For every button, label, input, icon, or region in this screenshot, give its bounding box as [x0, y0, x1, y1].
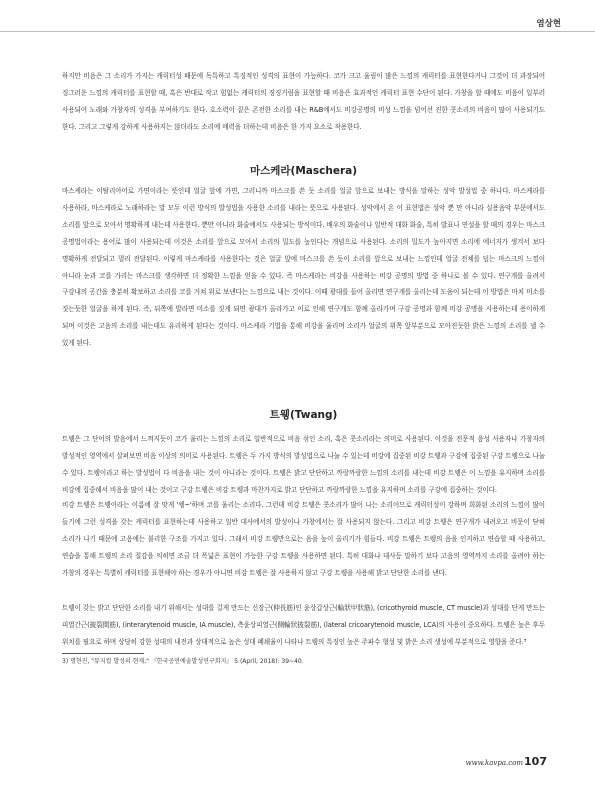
section-heading-maschera: 마스케라(Maschera): [249, 165, 358, 177]
paragraph-nasal-twang: 비강 트웽은 트웽이라는 이름에 잘 맞게 '웽~'하며 코를 울리는 소리다. 그런데 비강 트웽은 콧소리가 많이 나는 소리이므로 캐릭터성이 강하며 희화된 소리의 느낌이 많이 들기에 그런 성격을 갖는 캐릭터를 표현하는데 사용하고 일반 대사에서의 발성이나 가창에서는 잘 사용되지 않는다. 그리고 비강 트웽은 연구개가 내려오고 비문이 닫혀 소리가 나기 때문에 고음에는 불리한 구조를 가지고 있다. 그래서 비강 트웽만으로는 음을 높이 올리기가 힘들다. 비강 트웽은 트웽의 음을 인지하고 연습할 때 사용하고, 연습을 통해 트웽의 소리 질감을 익히면 조금 더 폭넓은 표현이 가능한 구강 트웽을 사용하면 된다. 특히 대화나 대사등 말하기 보다 고음의 영역까지 소리를 올려야 하는 가창의 경우는 특별히 캐릭터를 표현해야 하는 경우가 아니면 비강 트웽은 잘 사용하지 않고 구강 트웽을 사용해 밝고 단단한 소리를 낸다.: [62, 501, 545, 577]
footnote-divider: [62, 653, 144, 654]
header-divider: [0, 31, 595, 32]
paragraph-maschera: 마스케라는 이탈리아어로 가면이라는 뜻인데 얼굴 앞에 가면, 그러니까 마스크를 쓴 듯 소리를 얼굴 앞으로 보내는 방식을 말하는 성악 발성법 중 하나다. 마스케라를 사용하라, 마스케라로 노래하라는 말 모두 이런 방식의 발성법을 사용한 소리를 내라는 뜻으로 사용된다. 성악에서 온 이 표현법은 성악 뿐 만 아니라 실용음악 부문에서도 소리를 앞으로 모아서 명확하게 내는데 사용한다. 뿐만 아니라 화술에서도 사용되는 방식이다. 배우의 화술이나 일반적 대화 화술, 특히 발표나 연설을 할 때의 경우는 마스크 공명법이라는 용어로 많이 사용되는데 이것은 소리를 앞으로 모아서 소리의 밀도를 높인다는 개념으로 사용된다. 소리의 밀도가 높아지면 소리에 에너지가 생겨서 보다 명확하게 전달되고 멀리 전달된다. 이렇게 마스케라를 사용한다는 것은 얼굴 앞에 마스크를 쓴 듯이 소리를 앞으로 보내는 느낌인데 얼굴 전체를 덮는 마스크의 느낌이 아니라 눈과 코를 가리는 마스크를 생각하면 더 정확한 느낌을 얻을 수 있다. 즉 마스케라는 비강을 사용하는 비강 공명의 방법 중 하나로 볼 수 있다. 연구개를 올려서 구강내의 공간을 충분히 확보하고 소리를 코를 거쳐 위로 보낸다는 느낌으로 내는 것이다. 이때 광대를 들어 올리면 연구개를 올리는데 도움이 되는데 이 방법은 마치 미소를 짓는듯한 얼굴을 하게 된다. 즉, 뒤쪽에 발라면 미소를 짓게 되면 광대가 올라가고 이로 인해 연구개도 함께 올라가며 구강 공명과 함께 비강 공명을 사용하는데 용이하게 되며 이것은 고음의 소리를 내는데도 유리하게 된다는 것이다. 마스케라 기법을 통해 비강을 울리며 소리가 얼굴의 위쪽 앞부분으로 모아진듯한 밝은 느낌의 소리를 낼 수 있게 된다.: [62, 187, 545, 348]
footnote: 3) 명현진, "뮤지컬 발성의 현재," 『한국공연예술발성연구회지』 5 (April, 2018): 39~40.: [62, 658, 304, 665]
author-name: 염상현: [536, 19, 561, 29]
website-url: www.kavpa.com: [465, 759, 523, 767]
paragraph-nasal-sound: 하지만 비음은 그 소리가 가지는 캐릭터성 때문에 독특하고 특징적인 성격의 표현이 가능하다. 코가 크고 울림이 많은 느낌의 캐릭터를 표현한다거나 그것이 더 과장되어 징그러운 느낌의 캐릭터를 표현할 때, 혹은 반대로 작고 힘없는 캐릭터의 징징거림을 표현할 때 비음은 효과적인 캐릭터 표현 수단이 된다. 가창을 할 때에도 비음이 일부러 사용되어 노래와 가창자의 성격을 부여하기도 한다. 호소력이 짙은 콘전한 소리를 내는 R&B에서도 비강공명의 비성 느낌을 넘어선 진한 콧소리의 비음이 많이 사용되기도 한다. 그리고 그렇게 강하게 사용하지는 않더라도 소리에 매력을 더하는데 비음은 한 가지 요소로 작용한다.: [62, 72, 545, 131]
paragraph-twang-muscles: 트웽이 갖는 밝고 단단한 소리를 내기 위해서는 성대를 길게 만드는 신장근(伸長筋)인 윤상갑상근(輪狀甲狀筋), (cricothyroid muscle, CT muscle)과 성대를 단게 만드는 피열간근(披裂間筋), (interarytenoid muscle, IA muscle), 측윤상피열근(側輪狀披裂筋), (lateral cricoarytenoid muscle, LCA)의 사용이 중요하다. 트웽은 높은 후두 위치를 필요로 하며 상당히 강한 성대의 내전과 상대적으로 높은 성대 폐쇄율이 나타나 트웽의 특징인 높은 주파수 형성 및 밝은 소리 생성에 부분적으로 영향을 준다.³: [62, 604, 545, 646]
section-heading-twang: 트웽(Twang): [269, 409, 338, 421]
page-number: 107: [524, 755, 547, 768]
paragraph-twang-intro: 트웽은 그 단어의 발음에서 느껴지듯이 코가 울리는 느낌의 소리로 일반적으로 비음 섞인 소리, 혹은 콧소리라는 의미로 사용된다. 이것을 전문적 음성 사용자나 가창자의 발성적인 영역에서 살펴보면 비음 이상의 의미로 사용된다. 트웽은 두 가지 방식의 발성법으로 나눌 수 있는데 비강에 집중된 비강 트웽과 구강에 집중된 구강 트웽으로 나눌 수 있다. 트웽이라고 하는 발성법이 다 비음을 내는 것이 아니라는 것이다. 트웽은 밝고 단단하고 까랑까랑한 느낌의 소리를 내는데 비강 트웽은 이 느낌을 유지하며 소리를 비강에 집중해서 비음을 많이 내는 것이고 구강 트웽은 비강 트웽과 마찬가지로 밝고 단단하고 까랑까랑한 느낌을 유지하며 소리를 구강에 집중하는 것이다.: [62, 435, 545, 494]
